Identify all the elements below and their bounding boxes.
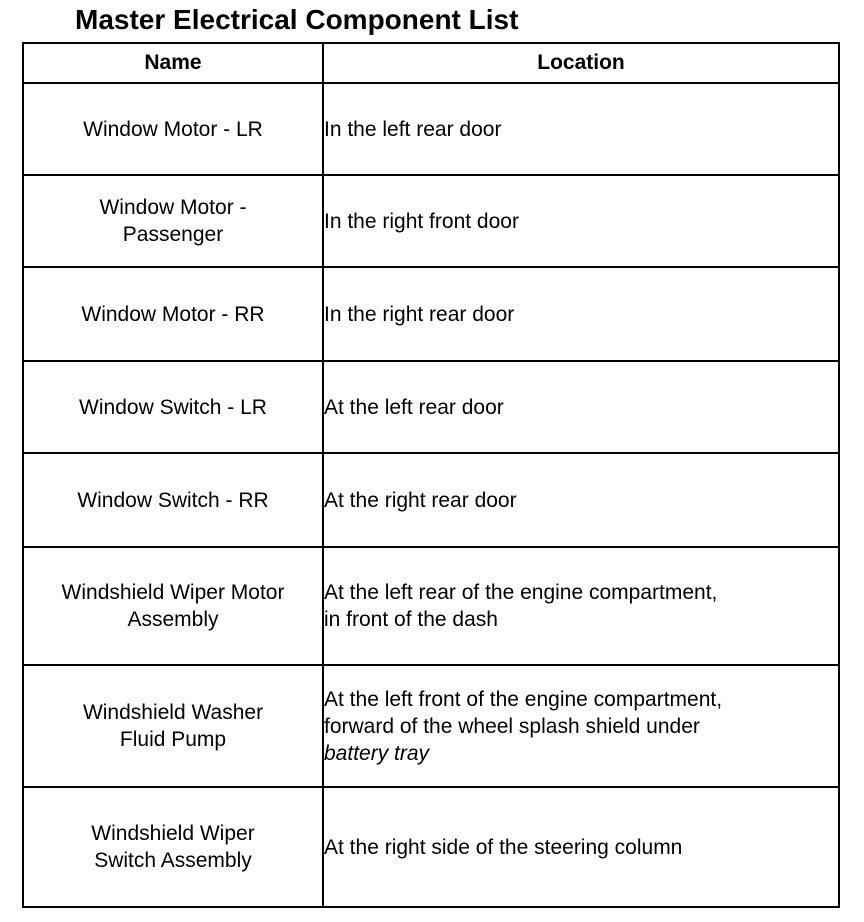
component-location-cell xyxy=(323,83,839,175)
component-name-line: Assembly xyxy=(127,608,219,631)
component-name-line: Window Switch - LR xyxy=(79,395,267,419)
component-location-line: In the right rear door xyxy=(324,302,515,326)
component-location-line: At the left front of the engine compartment, xyxy=(324,687,723,711)
component-location-line: forward of the wheel splash shield under xyxy=(324,714,700,738)
table-body xyxy=(23,83,839,907)
component-name-cell xyxy=(23,547,323,665)
component-location-cell xyxy=(323,547,839,665)
table-row xyxy=(23,547,839,665)
component-name-line: Window Motor - xyxy=(99,196,247,219)
component-location-line: At the left rear door xyxy=(324,395,504,419)
component-name-line: Fluid Pump xyxy=(119,728,227,751)
table-row xyxy=(23,175,839,267)
component-name-cell xyxy=(23,267,323,361)
component-name-cell xyxy=(23,453,323,547)
component-name-cell xyxy=(23,175,323,267)
component-name-line: Windshield Wiper Motor xyxy=(61,581,285,604)
component-name-line: Windshield Washer xyxy=(82,701,264,724)
component-location-cell xyxy=(323,787,839,907)
page-title: Master Electrical Component List xyxy=(75,4,519,35)
component-location-line: At the left rear of the engine compartment, xyxy=(324,581,718,604)
component-name-line: Window Switch - RR xyxy=(77,488,269,512)
table-row xyxy=(23,787,839,907)
component-name-line: Windshield Wiper xyxy=(91,822,255,845)
component-location-line: In the right front door xyxy=(324,209,519,233)
table-row xyxy=(23,453,839,547)
table-header-row xyxy=(23,43,839,83)
component-location-line: At the right side of the steering column xyxy=(324,835,683,859)
component-location-cell xyxy=(323,175,839,267)
component-location-cell xyxy=(323,665,839,787)
table-row xyxy=(23,665,839,787)
component-location-line: In the left rear door xyxy=(324,117,502,141)
component-name-line: Passenger xyxy=(122,223,224,246)
component-name-cell xyxy=(23,665,323,787)
header-location: Location xyxy=(323,43,839,83)
component-location-cell xyxy=(323,361,839,453)
component-name-line: Window Motor - LR xyxy=(83,117,263,141)
table-row xyxy=(23,361,839,453)
component-table xyxy=(22,42,840,908)
component-location-line: battery tray xyxy=(324,741,430,765)
component-location-line: At the right rear door xyxy=(324,488,517,512)
component-name-cell xyxy=(23,83,323,175)
component-name-cell xyxy=(23,787,323,907)
header-name: Name xyxy=(23,43,323,83)
table-row xyxy=(23,83,839,175)
component-location-cell xyxy=(323,453,839,547)
table-row xyxy=(23,267,839,361)
component-name-line: Switch Assembly xyxy=(94,849,252,872)
component-name-cell xyxy=(23,361,323,453)
component-name-line: Window Motor - RR xyxy=(81,302,265,326)
component-location-cell xyxy=(323,267,839,361)
component-location-line: in front of the dash xyxy=(324,608,498,631)
